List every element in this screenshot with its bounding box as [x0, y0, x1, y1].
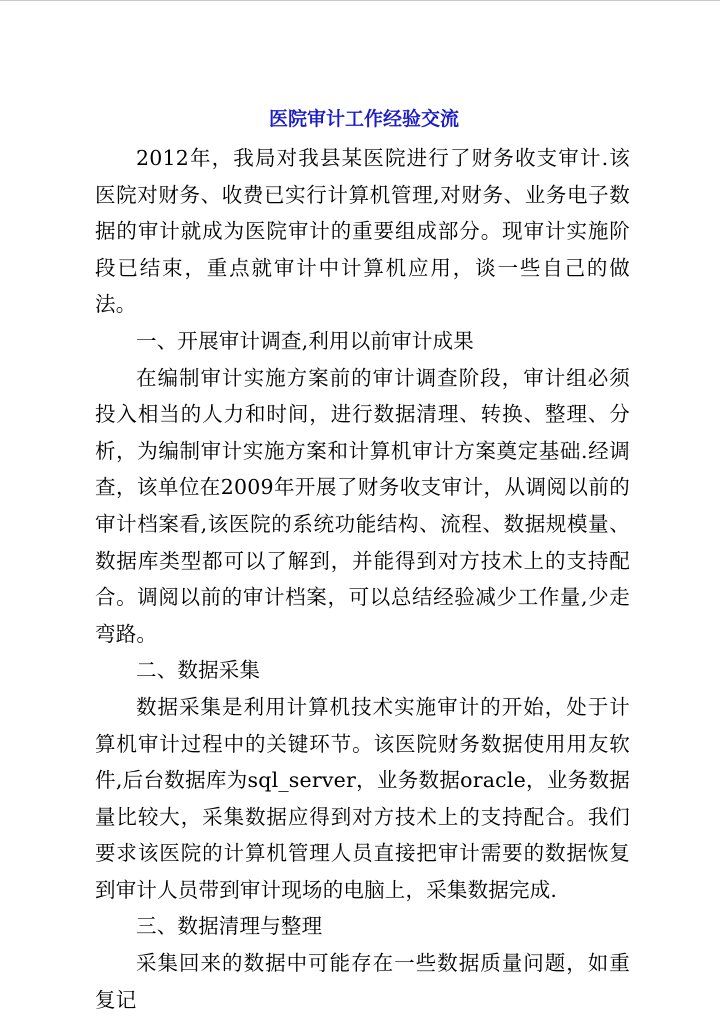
paragraph-data-collection: 数据采集是利用计算机技术实施审计的开始，处于计算机审计过程中的关键环节。该医院财务数据使用用友软件,后台数据库为sql_server，业务数据oracle，业务数据量比较大，采集数据应得到对方技术上的支持配合。我们要求该医院的计算机管理人员直接把审计需要的数据恢复到审计人员带到审计现场的电脑上，采集数据完成. [95, 694, 630, 902]
paragraph-audit-survey: 在编制审计实施方案前的审计调查阶段，审计组必须投入相当的人力和时间，进行数据清理、转换、整理、分析，为编制审计实施方案和计算机审计方案奠定基础.经调查，该单位在2009年开展了财务收支审计，从调阅以前的审计档案看,该医院的系统功能结构、流程、数据规模量、数据库类型都可以了解到，并能得到对方技术上的支持配合。调阅以前的审计档案，可以总结经验减少工作量,少走弯路。 [95, 365, 630, 646]
section-heading-1: 一、开展审计调查,利用以前审计成果 [136, 328, 474, 353]
document-body [95, 140, 630, 1018]
paragraph-intro: 2012年，我局对我县某医院进行了财务收支审计.该医院对财务、收费已实行计算机管理,对财务、业务电子数据的审计就成为医院审计的重要组成部分。现审计实施阶段已结束，重点就审计中计算机应用，谈一些自己的做法。 [95, 146, 630, 317]
section-heading-2: 二、数据采集 [136, 658, 261, 683]
document-title: 医院审计工作经验交流 [268, 108, 459, 130]
paragraph-data-cleaning: 采集回来的数据中可能存在一些数据质量问题，如重复记 [95, 951, 630, 1012]
section-heading-3: 三、数据清理与整理 [136, 914, 323, 939]
page-top-border [0, 0, 720, 1]
